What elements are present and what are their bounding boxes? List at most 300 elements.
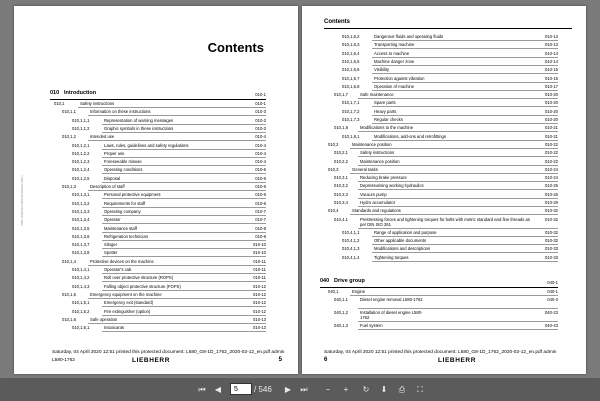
toc-entry-rule bbox=[102, 232, 266, 233]
toc-entry-title: Operator's cab bbox=[104, 267, 132, 272]
toc-entry-title: Intoxicants bbox=[104, 325, 125, 331]
toc-entry-rule bbox=[102, 157, 266, 158]
toc-entry[interactable] bbox=[330, 34, 558, 41]
toc-chapter[interactable] bbox=[50, 91, 266, 100]
toc-entry[interactable] bbox=[330, 323, 558, 330]
toc-entry-page: 010-24 bbox=[544, 175, 558, 181]
toc-entry-title: Heavy parts bbox=[374, 108, 397, 114]
toc-entry-number: 010,1,1,2 bbox=[72, 125, 90, 131]
toc-entry-number: 010,3,2 bbox=[334, 183, 348, 189]
toc-entry-number: 010,1,3,6 bbox=[72, 233, 90, 239]
toc-entry-title: Protection against vibration bbox=[374, 75, 425, 81]
toc-entry-title: Dangerous fluids and operating fluids bbox=[374, 34, 444, 39]
toc-entry-page: 010-6 bbox=[255, 192, 266, 198]
footer-model: L580-1762 bbox=[52, 358, 75, 363]
toc-entry-title: Representation of warning messages bbox=[104, 117, 174, 123]
toc-entry-number: 010,1,5 bbox=[62, 291, 76, 297]
toc-entry[interactable] bbox=[60, 267, 266, 274]
toc-entry-rule bbox=[102, 281, 266, 282]
toc-entry-title: Fuel system bbox=[360, 323, 383, 329]
toc-entry-title: Maintenance position bbox=[360, 158, 400, 164]
toc-entry-page: 010-17 bbox=[544, 83, 558, 89]
toc-entry-page: 010-32 bbox=[544, 208, 558, 214]
toc-entry-number: 010,1,2,1 bbox=[72, 142, 90, 148]
toc-entry-number: 010,2,1 bbox=[334, 150, 348, 156]
toc-entry-page: 010-6 bbox=[255, 175, 266, 181]
toc-entry-page: 010-13 bbox=[252, 316, 266, 322]
toc-entry-number: 010,4,1,3 bbox=[342, 246, 360, 252]
toc-entry-page: 010-6 bbox=[255, 200, 266, 206]
toc-entry-title: Operating company bbox=[104, 208, 141, 214]
toc-entry-title: Spare parts bbox=[374, 100, 396, 106]
toc-entry-page: 010-25 bbox=[544, 183, 558, 189]
toc-entry[interactable] bbox=[330, 142, 558, 149]
toc-chapter[interactable] bbox=[320, 279, 558, 288]
toc-entry-number: 010,1,2,3 bbox=[72, 159, 90, 165]
toc-entry-rule bbox=[358, 98, 558, 99]
toc-entry[interactable] bbox=[330, 134, 558, 141]
toc-entry-page: 010-26 bbox=[544, 191, 558, 197]
fullscreen-icon[interactable]: ⛶ bbox=[417, 385, 423, 394]
toc-entry-page: 010-14 bbox=[544, 58, 558, 64]
toc-entry-title: Intended use bbox=[90, 134, 115, 140]
toc-entry-rule bbox=[372, 82, 558, 83]
toc-entry-page: 010-21 bbox=[544, 125, 558, 131]
toc-entry-page: 010-14 bbox=[544, 50, 558, 56]
toc-entry-title: Visibility bbox=[374, 67, 390, 73]
toc-entry-title: Depressurising working hydraulics bbox=[360, 183, 424, 189]
toc-entry[interactable] bbox=[330, 159, 558, 166]
toc-entry-rule bbox=[102, 124, 266, 125]
toc-entry[interactable] bbox=[60, 192, 266, 199]
toc-entry[interactable] bbox=[330, 208, 558, 215]
toc-entry-title: Other applicable documents bbox=[374, 237, 427, 243]
toc-entry-rule bbox=[102, 240, 266, 241]
toc-entry-page: 010-12 bbox=[252, 291, 266, 297]
page-number-input[interactable]: 5 bbox=[230, 383, 252, 395]
liebherr-logo: LIEBHERR bbox=[438, 357, 477, 364]
toc-entry-title: Vacuum pump bbox=[360, 191, 387, 197]
toc-entry[interactable] bbox=[60, 201, 266, 208]
toc-entry[interactable] bbox=[330, 59, 558, 66]
toc-entry-page: 010-20 bbox=[544, 92, 558, 98]
toc-entry-number: 010,1,6,4 bbox=[342, 50, 360, 56]
toc-entry-title: Diesel engine removal L580-1762 bbox=[360, 297, 423, 303]
rotate-icon[interactable]: ↻ bbox=[362, 385, 370, 394]
toc-entry[interactable] bbox=[60, 151, 266, 158]
toc-entry-title: Proper use bbox=[104, 150, 125, 156]
toc-entry-title: Safe maintenance bbox=[360, 92, 394, 98]
toc-chapter-title: Introduction bbox=[64, 90, 97, 96]
toc-entry-number: 010,1,8 bbox=[334, 125, 348, 131]
toc-entry-rule bbox=[372, 65, 558, 66]
viewer-toolbar bbox=[0, 378, 600, 401]
toc-entry-number: 010,2,2 bbox=[334, 158, 348, 164]
toc-entry[interactable] bbox=[60, 325, 266, 332]
toc-entry-number: 010,1,6,5 bbox=[342, 58, 360, 64]
toc-entry[interactable] bbox=[54, 101, 266, 108]
toc-entry-rule bbox=[102, 306, 266, 307]
toc-entry-rule bbox=[372, 57, 558, 58]
toc-entry-page: 010-22 bbox=[544, 158, 558, 164]
toc-entry-number: 010,1,1,1 bbox=[72, 117, 90, 123]
toc-entry-rule bbox=[372, 106, 558, 107]
toc-entry-page: 010-12 bbox=[252, 283, 266, 289]
next-page-icon[interactable]: ▶ bbox=[284, 385, 292, 394]
toc-entry-title: Hydro accumulator bbox=[360, 200, 396, 205]
toc-entry-title: Requirements for staff bbox=[104, 200, 146, 206]
toc-entry[interactable] bbox=[60, 126, 266, 133]
toc-entry-rule bbox=[372, 115, 558, 116]
toc-entry-title: Engine bbox=[352, 288, 366, 294]
toc-entry[interactable] bbox=[330, 192, 558, 199]
toc-chapter-rule bbox=[320, 287, 558, 288]
page-title: Contents bbox=[207, 40, 264, 55]
toc-entry-page: 010-4 bbox=[255, 142, 266, 148]
toc-entry-number: 010,1,8,1 bbox=[342, 133, 360, 139]
toc-entry-page: 010-11 bbox=[253, 275, 266, 281]
toc-entry-page: 010-7 bbox=[255, 217, 266, 223]
toc-entry-number: 040,1,3 bbox=[334, 323, 348, 329]
toc-entry-number: 040,1,2 bbox=[334, 310, 348, 316]
toc-entry-title: Installation of diesel engine L580-1762 bbox=[360, 310, 423, 321]
toc-entry-number: 010,3,3 bbox=[334, 191, 348, 197]
toc-entry-number: 010,1,6 bbox=[62, 316, 76, 322]
toc-entry-rule bbox=[102, 273, 266, 274]
toc-entry-rule bbox=[358, 321, 558, 322]
toc-entry-page: 010-12 bbox=[252, 300, 266, 306]
toc-entry-title: Safe operation bbox=[90, 316, 118, 322]
left-page bbox=[14, 6, 298, 374]
toc-entry[interactable] bbox=[330, 255, 558, 262]
toc-entry-rule bbox=[88, 140, 266, 141]
first-page-icon[interactable]: ⏮ bbox=[198, 385, 206, 394]
toc-entry[interactable] bbox=[330, 297, 558, 309]
toc-entry-page: 010-22 bbox=[544, 141, 558, 147]
toc-entry-title: Tightening torques bbox=[374, 254, 409, 260]
toc-entry[interactable] bbox=[60, 300, 266, 307]
side-document-code: L580-1762/0001-0000-01/2020-02-12/en bbox=[20, 175, 24, 226]
toc-entry-rule bbox=[102, 132, 266, 133]
toc-entry[interactable] bbox=[60, 159, 266, 166]
toc-entry-page: 010-12 bbox=[252, 308, 266, 314]
toc-entry-page: 010-13 bbox=[544, 34, 558, 39]
toc-entry-number: 010,4,1,1 bbox=[342, 229, 360, 235]
toc-entry-number: 010,3,1 bbox=[334, 175, 348, 181]
toc-entry-page: 010-3 bbox=[255, 117, 266, 123]
toc-entry[interactable] bbox=[330, 92, 558, 99]
toc-entry-title: Refrigeration technician bbox=[104, 233, 148, 239]
toc-entry-page: 010-11 bbox=[253, 258, 266, 264]
toc-entry-number: 010,1 bbox=[54, 101, 65, 106]
toc-entry-page: 010-6 bbox=[255, 167, 266, 173]
toc-entry[interactable] bbox=[60, 275, 266, 282]
toc-entry-number: 010,1,2,5 bbox=[72, 175, 90, 181]
toc-entry-rule bbox=[358, 308, 558, 309]
toc-entry-page: 010-32 bbox=[544, 229, 558, 235]
toc-entry[interactable] bbox=[330, 183, 558, 190]
toc-entry-page: 040-1 bbox=[547, 288, 558, 294]
toc-entry-title: Information on these instructions bbox=[90, 109, 151, 115]
download-icon[interactable]: ⬇ bbox=[380, 385, 388, 394]
toc-entry-rule bbox=[88, 115, 266, 116]
toc-entry-number: 010,1,6,6 bbox=[342, 67, 360, 73]
toc-entry-rule bbox=[102, 207, 266, 208]
toc-entry-title: Operation of machine bbox=[374, 83, 415, 89]
toc-entry-title: Transporting machine bbox=[374, 42, 415, 48]
toc-entry-rule bbox=[372, 73, 558, 74]
toc-entry-title: Roll over protective structure (ROPS) bbox=[104, 275, 174, 281]
toc-entry-title: Slinger bbox=[104, 242, 118, 248]
toc-entry[interactable] bbox=[60, 234, 266, 241]
toc-entry-number: 010,1,7,3 bbox=[342, 117, 360, 122]
toc-entry-page: 010-20 bbox=[544, 108, 558, 114]
toc-entry[interactable] bbox=[60, 143, 266, 150]
toc-entry-number: 010,1,2,2 bbox=[72, 150, 90, 156]
toc-entry-number: 040,1 bbox=[328, 288, 339, 294]
toc-entry-page: 010-10 bbox=[252, 250, 266, 256]
toc-entry[interactable] bbox=[330, 42, 558, 49]
toc-entry-page: 010-4 bbox=[255, 150, 266, 156]
toc-entry-rule bbox=[88, 298, 266, 299]
toc-entry-number: 010,4 bbox=[328, 208, 339, 214]
toc-entry-number: 010,1,7,2 bbox=[342, 108, 360, 114]
toc-entry-page: 010-7 bbox=[255, 208, 266, 214]
zoom-out-icon[interactable]: − bbox=[325, 385, 331, 394]
toc-chapter-title: Drive group bbox=[334, 277, 365, 284]
toc-entry-page: 040-3 bbox=[547, 297, 558, 303]
toc-entry-page: 010-13 bbox=[252, 325, 266, 331]
toc-entry[interactable] bbox=[330, 246, 558, 253]
toc-entry-page: 010-8 bbox=[255, 225, 266, 231]
toc-entry-rule bbox=[358, 189, 558, 190]
toc-entry-number: 010,1,3,5 bbox=[72, 225, 90, 231]
toc-entry-rule bbox=[372, 140, 558, 141]
toc-entry-number: 010,1,6,7 bbox=[342, 75, 360, 81]
toc-entry-rule bbox=[102, 223, 266, 224]
toc-entry[interactable] bbox=[330, 150, 558, 157]
toc-entry-rule bbox=[358, 329, 558, 330]
toc-entry-rule bbox=[102, 173, 266, 174]
toc-entry-number: 010,1,6,3 bbox=[342, 42, 360, 48]
toc-entry-title: Personal protective equipment bbox=[104, 192, 161, 198]
toc-entry-rule bbox=[358, 131, 558, 132]
toc-entry-number: 010,1,6,8 bbox=[342, 83, 360, 89]
toc-chapter-number: 010 bbox=[50, 90, 60, 96]
toc-entry-page: 010-13 bbox=[544, 42, 558, 48]
toc-entry-page: 010-6 bbox=[255, 184, 266, 189]
prev-page-icon[interactable]: ◀ bbox=[214, 385, 222, 394]
toc-entry-rule bbox=[358, 198, 558, 199]
toc-entry-page: 010-3 bbox=[255, 125, 266, 131]
toc-entry[interactable] bbox=[60, 118, 266, 125]
toc-entry-number: 010,1,1 bbox=[62, 109, 76, 115]
toc-entry-rule bbox=[350, 295, 558, 296]
toc-entry-title: Maintenance staff bbox=[104, 225, 137, 231]
toc-entry[interactable] bbox=[330, 167, 558, 174]
toc-entry-page: 010-3 bbox=[255, 109, 266, 115]
toc-entry-rule bbox=[358, 156, 558, 157]
print-icon[interactable]: ⎙ bbox=[398, 385, 406, 394]
toc-entry-number: 010,1,2 bbox=[62, 134, 76, 140]
toc-entry[interactable] bbox=[60, 184, 266, 191]
toc-entry-title: Operating conditions bbox=[104, 167, 143, 173]
toc-entry-rule bbox=[350, 148, 558, 149]
toc-entry[interactable] bbox=[330, 76, 558, 83]
toc-entry-title: Emergency exit (standard) bbox=[104, 300, 154, 306]
toc-entry-rule bbox=[372, 123, 558, 124]
toc-entry-number: 010,4,1,4 bbox=[342, 254, 360, 260]
toc-entry[interactable] bbox=[330, 217, 558, 229]
toc-entry-rule bbox=[350, 214, 558, 215]
toc-entry-number: 010,4,1,2 bbox=[342, 237, 360, 243]
toc-entry-rule bbox=[372, 40, 558, 41]
toc-entry[interactable] bbox=[60, 217, 266, 224]
toc-entry[interactable] bbox=[330, 109, 558, 116]
toc-entry[interactable] bbox=[330, 100, 558, 107]
toc-entry-title: Protective devices on the machine bbox=[90, 258, 154, 264]
toc-entry-number: 010,1,7,1 bbox=[342, 100, 360, 106]
running-header: Contents bbox=[324, 19, 350, 25]
toc-entry[interactable] bbox=[330, 67, 558, 74]
toc-entry-rule bbox=[358, 206, 558, 207]
toc-entry-title: Disposal bbox=[104, 175, 121, 181]
toc-entry-page: 010-33 bbox=[544, 254, 558, 260]
toc-entry-rule bbox=[102, 256, 266, 257]
toc-entry[interactable] bbox=[60, 317, 266, 324]
toc-entry-number: 010,1,3,7 bbox=[72, 242, 90, 248]
toc-entry-rule bbox=[358, 181, 558, 182]
toc-entry[interactable] bbox=[60, 292, 266, 299]
toc-entry-rule bbox=[102, 248, 266, 249]
toc-entry-title: Modifications and descriptions bbox=[374, 246, 431, 252]
toc-entry-page: 010-16 bbox=[544, 75, 558, 81]
last-page-icon[interactable]: ⏭ bbox=[300, 385, 308, 394]
toc-entry-page: 040-23 bbox=[544, 310, 558, 316]
toc-entry-title: Spotter bbox=[104, 250, 118, 256]
toc-entry-rule bbox=[358, 165, 558, 166]
toc-entry-title: Range of application and purpose bbox=[374, 229, 437, 235]
toc-entry-number: 010,2 bbox=[328, 141, 339, 147]
toc-entry-rule bbox=[102, 182, 266, 183]
toc-entry-rule bbox=[358, 228, 558, 229]
toc-entry-page: 010-33 bbox=[544, 246, 558, 252]
toc-entry-title: Access to machine bbox=[374, 50, 410, 56]
toc-entry-number: 010,3 bbox=[328, 166, 339, 172]
toc-chapter-page: 040-1 bbox=[547, 279, 558, 285]
header-rule bbox=[324, 28, 572, 29]
toc-entry-rule bbox=[372, 252, 558, 253]
toc-entry-number: 010,1,5,2 bbox=[72, 308, 90, 314]
toc-entry-title: Fire extinguisher (option) bbox=[104, 308, 151, 314]
toc-entry[interactable] bbox=[60, 284, 266, 291]
toc-entry[interactable] bbox=[60, 259, 266, 266]
toc-entry-title: Regular checks bbox=[374, 117, 403, 122]
toc-entry-rule bbox=[102, 331, 266, 332]
toc-entry-title: Falling object protective structure (FOPS) bbox=[104, 283, 181, 289]
toc-entry-number: 040,1,1 bbox=[334, 297, 348, 303]
liebherr-logo: LIEBHERR bbox=[132, 357, 171, 364]
toc-entry[interactable] bbox=[330, 200, 558, 207]
toc-entry-rule bbox=[372, 48, 558, 49]
toc-entry[interactable] bbox=[330, 238, 558, 245]
toc-entry-rule bbox=[88, 190, 266, 191]
toc-entry[interactable] bbox=[330, 84, 558, 91]
toc-entry-number: 010,1,2,4 bbox=[72, 167, 90, 173]
toc-entry-page: 010-11 bbox=[253, 267, 266, 272]
toc-entry-rule bbox=[350, 173, 558, 174]
toc-entry-title: Maintenance position bbox=[352, 141, 392, 147]
toc-entry[interactable] bbox=[60, 176, 266, 183]
toc-entry-rule bbox=[372, 90, 558, 91]
toc-entry[interactable] bbox=[330, 51, 558, 58]
toc-entry-number: 010,1,4 bbox=[62, 258, 76, 264]
toc-entry-page: 010-10 bbox=[252, 242, 266, 248]
toc-entry-number: 010,4,1 bbox=[334, 216, 348, 222]
toc-entry-page: 010-4 bbox=[255, 134, 266, 140]
toc-entry-number: 010,3,4 bbox=[334, 200, 348, 205]
toc-entry[interactable] bbox=[60, 309, 266, 316]
toc-entry[interactable] bbox=[60, 109, 266, 116]
toc-entry-rule bbox=[102, 215, 266, 216]
toc-entry[interactable] bbox=[330, 117, 558, 124]
toc-entry-rule bbox=[372, 261, 558, 262]
toc-entry-title: Modifications to the machine bbox=[360, 125, 414, 131]
toc-entry-title: Safety instructions bbox=[360, 150, 395, 156]
toc-entry-title: Operator bbox=[104, 217, 121, 223]
footer-print-info: Saturday, 04 April 2020 12:51 printed this protected document: L580_G8-1D_1762_2020-02-12_en.pdf admin bbox=[324, 350, 557, 355]
toc-chapter-rule bbox=[50, 99, 266, 100]
toc-entry-page: 010-29 bbox=[544, 200, 558, 205]
toc-entry-number: 010,1,7 bbox=[334, 92, 348, 98]
toc-entry-title: Standards and regulations bbox=[352, 208, 401, 214]
toc-entry-page: 010-1 bbox=[255, 101, 266, 106]
toc-entry-rule bbox=[372, 244, 558, 245]
toc-entry-title: Description of staff bbox=[90, 184, 125, 189]
toc-entry[interactable] bbox=[330, 310, 558, 322]
toc-entry-number: 010,1,3,2 bbox=[72, 200, 90, 206]
toc-entry-rule bbox=[102, 149, 266, 150]
toc-entry[interactable] bbox=[60, 167, 266, 174]
toc-entry[interactable] bbox=[330, 125, 558, 132]
toc-entry[interactable] bbox=[60, 250, 266, 257]
toc-entry-title: Prestressing forces and tightening torques for bolts with metric standard and fine threads as per DIN ISO 261 bbox=[360, 216, 530, 227]
toc-entry-title: Modifications, add-ons and retrofittings bbox=[374, 133, 446, 139]
toc-entry[interactable] bbox=[60, 134, 266, 141]
toc-entry-page: 010-24 bbox=[544, 166, 558, 172]
toc-entry-title: Reducing brake pressure bbox=[360, 175, 407, 181]
toc-entry[interactable] bbox=[330, 289, 558, 296]
toc-chapter-number: 040 bbox=[320, 277, 330, 284]
toc-chapter-page: 010-1 bbox=[255, 92, 266, 97]
toc-entry[interactable] bbox=[60, 209, 266, 216]
zoom-in-icon[interactable]: + bbox=[343, 385, 349, 394]
toc-entry-page: 010-4 bbox=[255, 159, 266, 165]
toc-entry-page: 010-21 bbox=[544, 133, 558, 139]
toc-entry-title: Machine danger zone bbox=[374, 58, 415, 64]
toc-entry-rule bbox=[88, 323, 266, 324]
toc-entry-number: 010,1,3,8 bbox=[72, 250, 90, 256]
toc-entry-title: Foreseeable misuse bbox=[104, 159, 142, 165]
toc-entry-number: 010,1,3,4 bbox=[72, 217, 90, 223]
toc-entry-page: 010-32 bbox=[544, 237, 558, 243]
toc-entry[interactable] bbox=[330, 230, 558, 237]
toc-entry[interactable] bbox=[60, 242, 266, 249]
toc-entry[interactable] bbox=[330, 175, 558, 182]
toc-entry[interactable] bbox=[60, 226, 266, 233]
toc-entry-rule bbox=[102, 165, 266, 166]
toc-entry-number: 010,1,6,1 bbox=[72, 325, 90, 331]
